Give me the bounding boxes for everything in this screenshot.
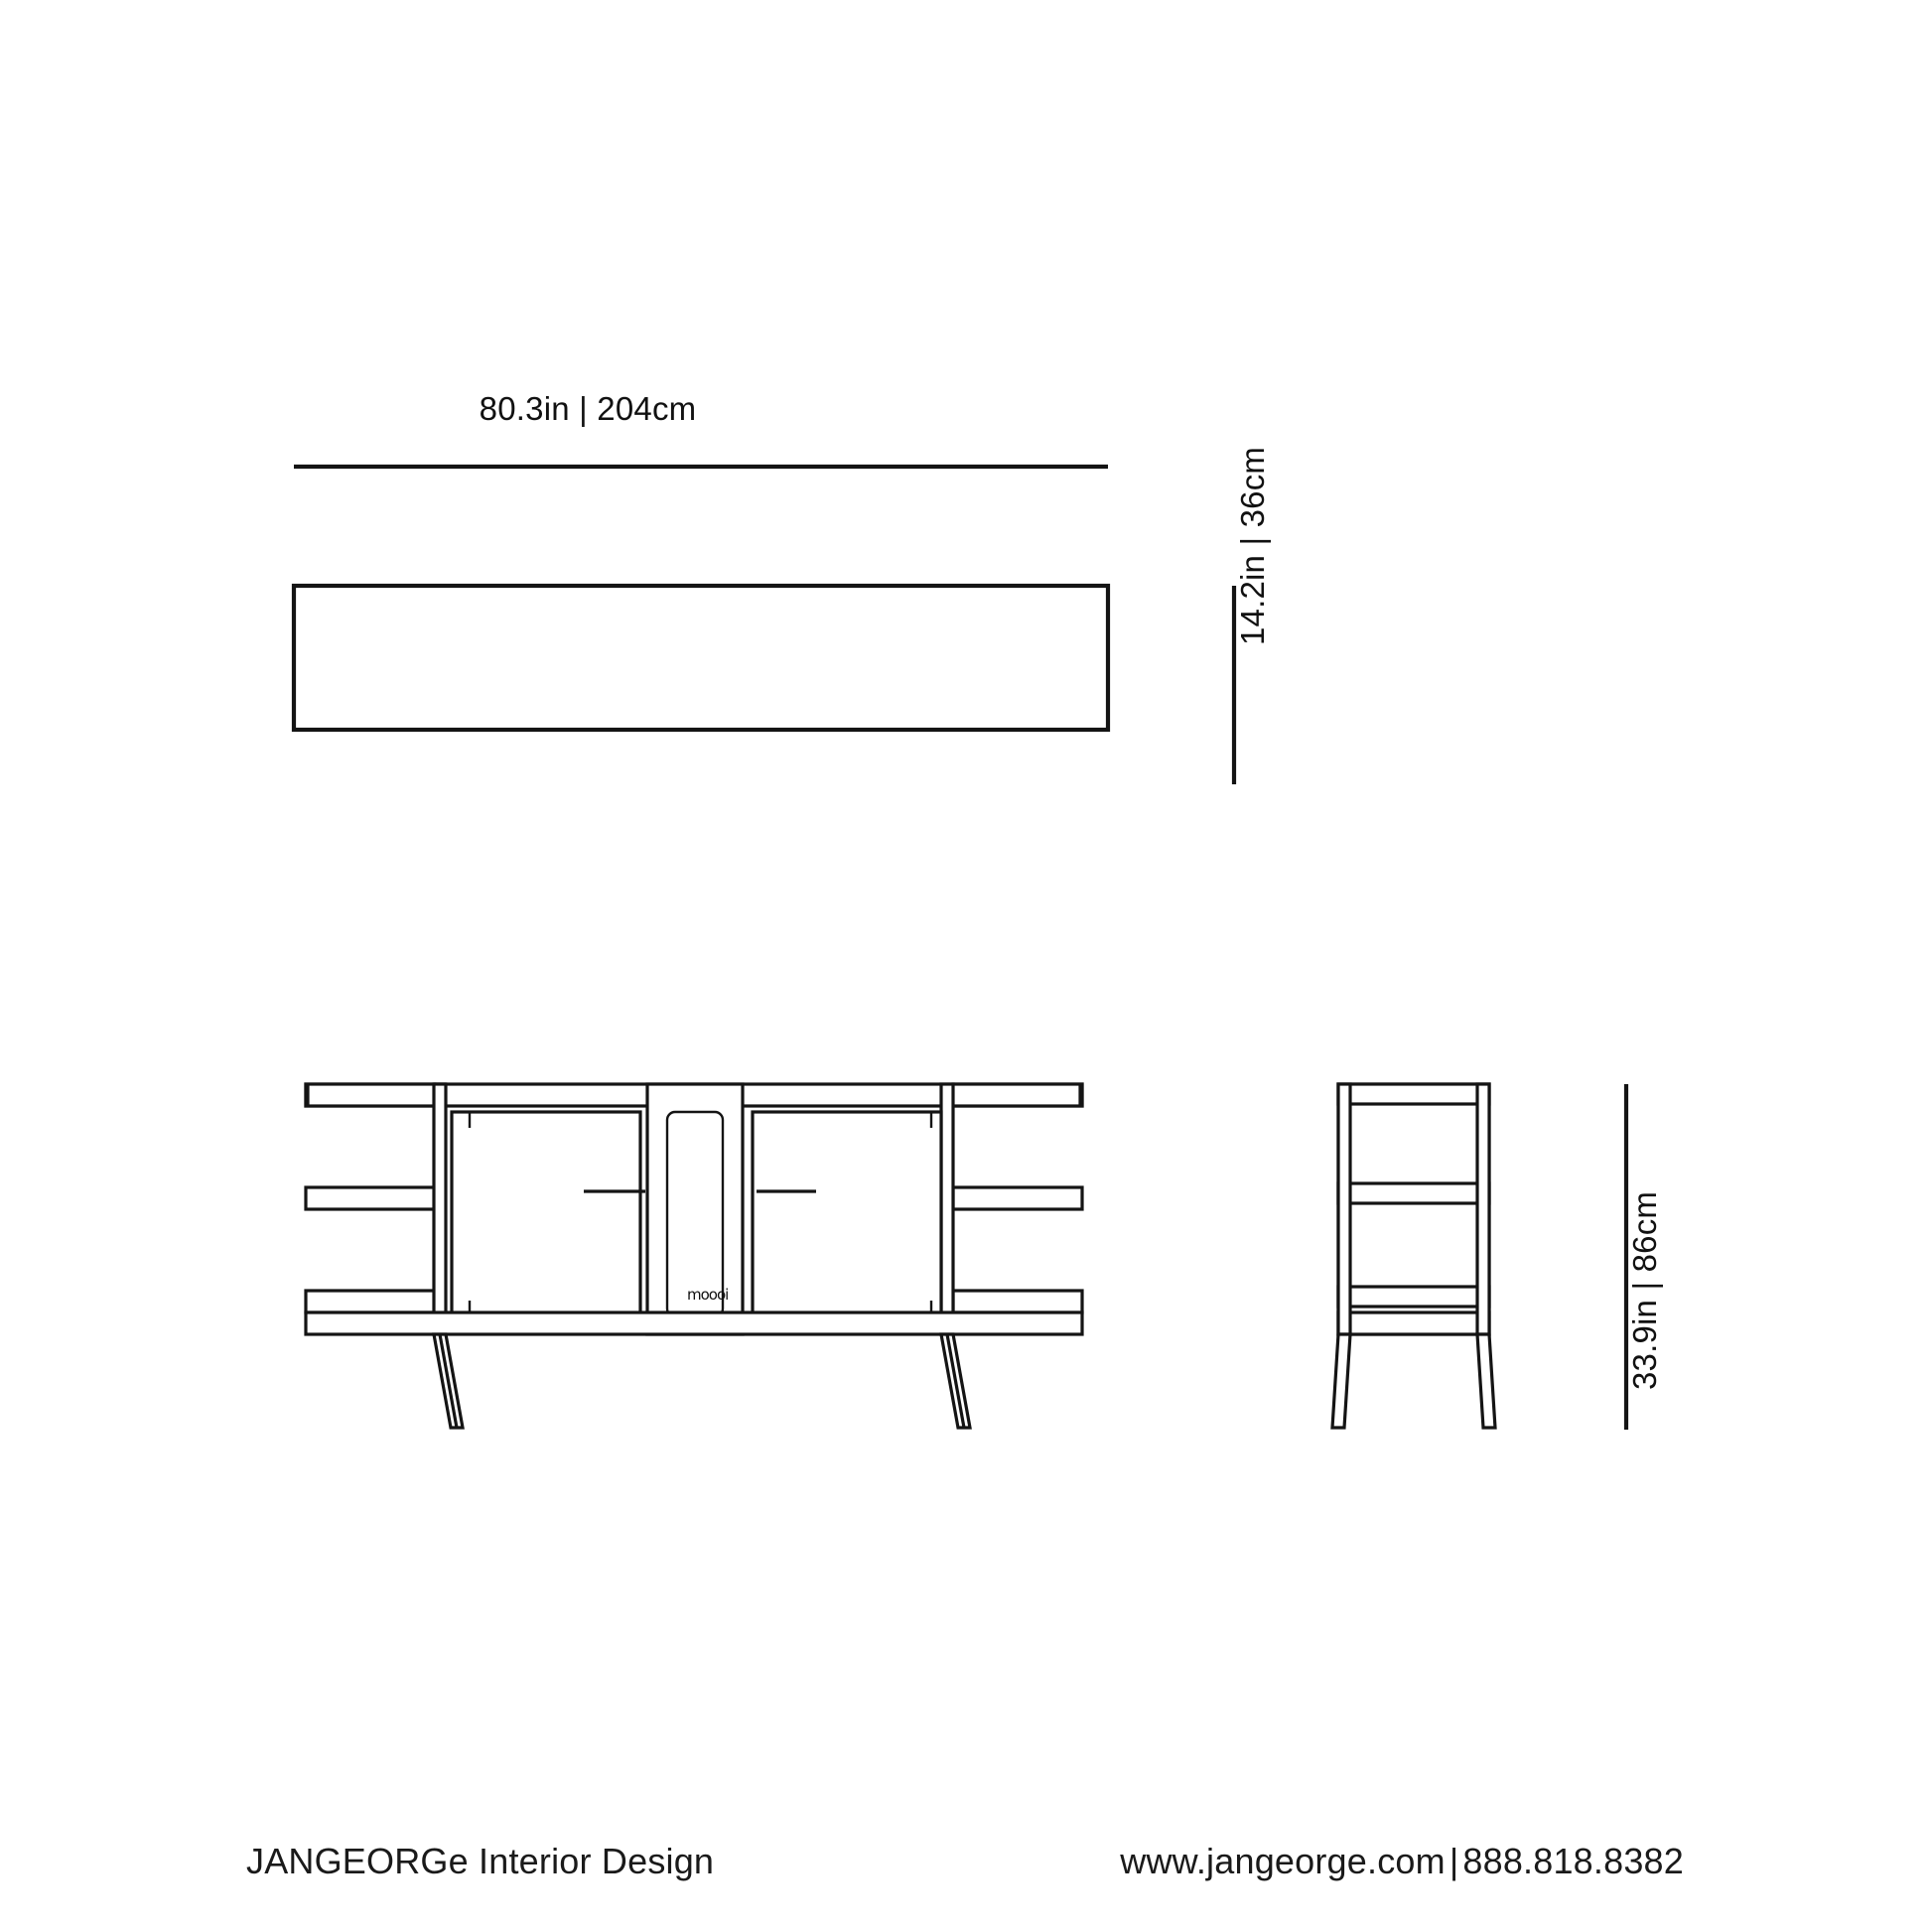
top-view-outline [294, 586, 1108, 730]
product-logo: moooi [687, 1286, 729, 1304]
footer-company [246, 1841, 714, 1882]
side-view [1332, 1084, 1495, 1428]
footer-contact [1120, 1841, 1684, 1882]
depth-dimension-label: 14.2in | 36cm [1234, 446, 1271, 645]
height-dimension-label: 33.9in | 86cm [1626, 1190, 1663, 1390]
front-view [306, 1084, 1082, 1428]
footer-website[interactable]: www.jangeorge.com [1120, 1841, 1446, 1881]
footer-company-name: JANGEORGe Interior Design [246, 1841, 715, 1881]
width-dimension-label: 80.3in | 204cm [479, 390, 697, 427]
footer-phone[interactable]: 888.818.8382 [1462, 1841, 1684, 1881]
footer-separator: | [1449, 1841, 1459, 1881]
